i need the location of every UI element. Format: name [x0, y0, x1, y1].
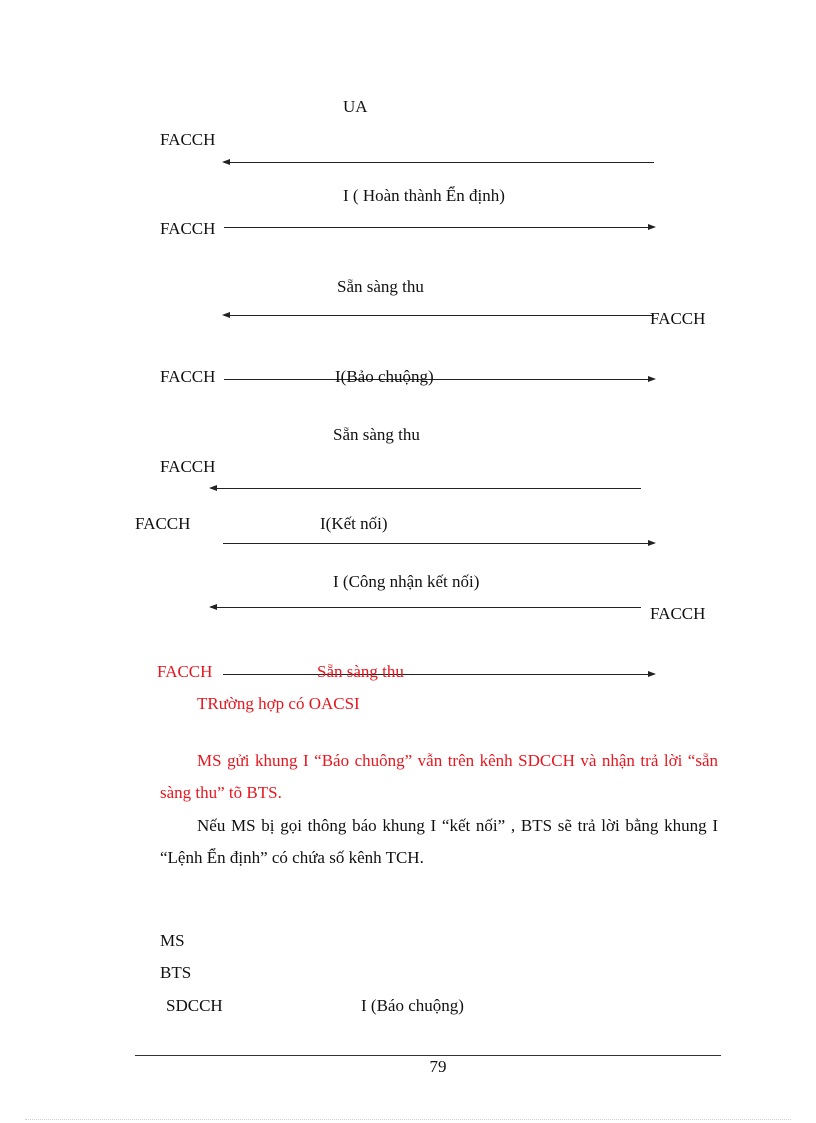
channel-label: FACCH — [160, 130, 216, 149]
arrow-left — [211, 488, 641, 489]
arrow-left — [224, 315, 654, 316]
msg-ket-noi: I(Kết nối) — [320, 514, 388, 533]
channel-label-red: FACCH — [157, 662, 213, 681]
msg-san-sang: Sẵn sàng thu — [337, 277, 424, 296]
channel-label: FACCH — [650, 604, 706, 623]
arrow-left — [211, 607, 641, 608]
msg-san-sang-red: Sẵn sàng thu — [317, 662, 404, 681]
arrow-right — [224, 379, 654, 380]
msg-hoan-thanh: I ( Hoàn thành Ển định) — [343, 186, 505, 205]
msg-bao-chuong-lower: I (Báo chuộng) — [361, 996, 464, 1015]
channel-label: FACCH — [135, 514, 191, 533]
channel-label: FACCH — [650, 309, 706, 328]
arrow-right — [224, 227, 654, 228]
arrow-right — [223, 674, 654, 675]
channel-label: FACCH — [160, 219, 216, 238]
page-edge-divider — [25, 1119, 791, 1120]
arrow-left — [224, 162, 654, 163]
msg-cong-nhan: I (Công nhận kết nối) — [333, 572, 480, 591]
paragraph: Nếu MS bị gọi thông báo khung I “kết nối” , BTS sẽ trả lời bằng khung I “Lệnh Ển định” có chứa số kênh TCH. — [160, 816, 718, 867]
msg-ua: UA — [343, 97, 368, 116]
footer-divider — [135, 1055, 721, 1056]
section-heading: TRường hợp có OACSI — [197, 694, 360, 713]
channel-label: FACCH — [160, 457, 216, 476]
paragraph-red: MS gửi khung I “Báo chuông” vẫn trên kênh SDCCH và nhận trả lời “sẵn sàng thu” tõ BTS. — [160, 751, 718, 802]
page-number: 79 — [429, 1057, 447, 1076]
channel-label: FACCH — [160, 367, 216, 386]
label-sdcch: SDCCH — [166, 996, 223, 1015]
msg-san-sang: Sẵn sàng thu — [333, 425, 420, 444]
arrow-right — [223, 543, 654, 544]
label-ms: MS — [160, 931, 185, 950]
msg-bao-chuong: I(Bảo chuộng) — [335, 367, 434, 386]
label-bts: BTS — [160, 963, 192, 982]
